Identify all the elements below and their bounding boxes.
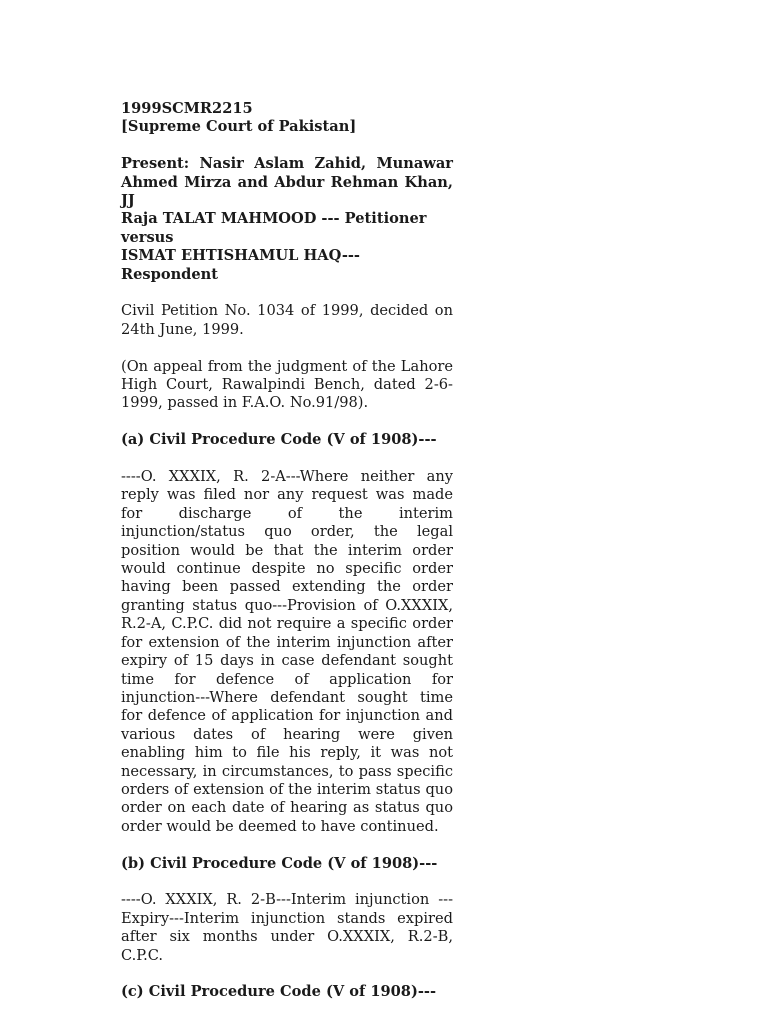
headnote-body: ----O. XXXIX, R. 2-B---Interim injunction ---Expiry---Interim injunction stands expired after six months under O.XXXIX, R.2-B, C.P.C.	[121, 891, 453, 964]
court-name: [Supreme Court of Pakistan]	[121, 118, 357, 136]
petition-number: Civil Petition No. 1034 of 1999, decided on 24th June, 1999.	[121, 302, 453, 338]
spacer	[121, 965, 453, 983]
spacer	[121, 339, 453, 357]
spacer	[121, 836, 453, 854]
respondent: ISMAT EHTISHAMUL HAQ---Respondent	[121, 247, 360, 283]
spacer	[121, 450, 453, 468]
spacer	[121, 413, 453, 431]
case-citation: 1999SCMR2215	[121, 100, 253, 117]
spacer	[121, 873, 453, 891]
headnote-heading: (a) Civil Procedure Code (V of 1908)---	[121, 431, 437, 449]
document-page	[121, 100, 453, 1002]
petitioner: Raja TALAT MAHMOOD --- Petitioner	[121, 210, 427, 228]
appeal-details: (On appeal from the judgment of the Lahore High Court, Rawalpindi Bench, dated 2-6-1999, passed in F.A.O. No.91/98).	[121, 357, 453, 412]
spacer	[121, 284, 453, 302]
versus-label: versus	[121, 228, 174, 246]
spacer	[121, 137, 453, 155]
headnote-heading: (b) Civil Procedure Code (V of 1908)---	[121, 854, 438, 872]
bench-present: Present: Nasir Aslam Zahid, Munawar Ahmed Mirza and Abdur Rehman Khan, JJ	[121, 155, 453, 210]
headnote-body: ----O. XXXIX, R. 2-A---Where neither any reply was filed nor any request was made for discharge of the interim injunction/status quo order, the legal position would be that the interim order would continue despite no specific order having been passed extending the order granting status quo---Provision of O.XXXIX, R.2-A, C.P.C. did not require a specific order for extension of the interim injunction after expiry of 15 days in case defendant sought time for defence of application for injunction---Where defendant sought time for defence of application for injunction and various dates of hearing were given enabling him to file his reply, it was not necessary, in circumstances, to pass specific orders of extension of the interim status quo order on each date of hearing as status quo order would be deemed to have continued.	[121, 468, 453, 835]
headnote-heading: (c) Civil Procedure Code (V of 1908)---	[121, 983, 437, 1001]
